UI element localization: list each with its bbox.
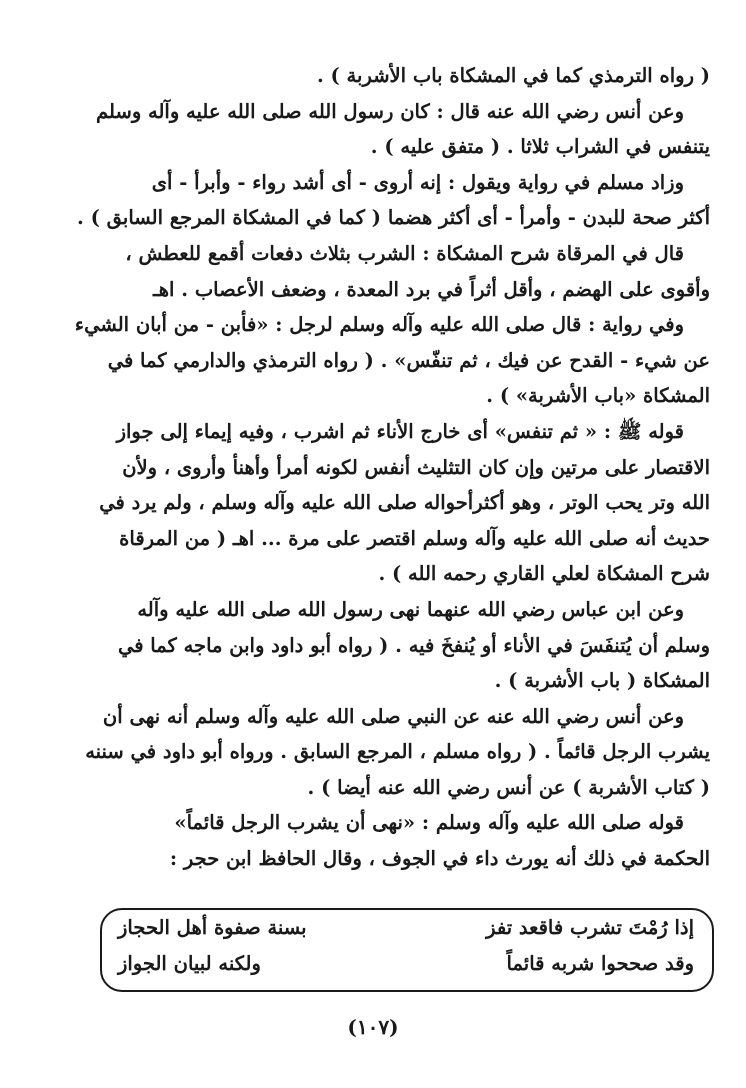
poem-verse-1	[118, 916, 694, 950]
text-line-13: الله وتر يحب الوتر ، وهو أكثرأحواله صلى الله عليه وآله وسلم ، ولم يرد في	[99, 491, 710, 515]
text-line-3: يتنفس في الشراب ثلاثا . ( متفق عليه ) .	[370, 135, 710, 159]
text-line-9: عن شيء - القدح عن فيك ، ثم تنفّس» . ( رواه الترمذي والدارمي كما في	[107, 348, 710, 372]
verse-2-second-hemistich: ولكنه لبيان الجواز	[118, 952, 261, 975]
text-line-23: الحكمة في ذلك أنه يورث داء في الجوف ، وقال الحافظ ابن حجر :	[169, 847, 710, 871]
poem-frame	[100, 908, 714, 992]
text-line-11: قوله ﷺ : « ثم تنفس» أى خارج الأناء ثم اشرب ، وفيه إيماء إلى جواز	[116, 419, 684, 443]
text-line-7: وأقوى على الهضم ، وأقل أثراً في برد المعدة ، وضعف الأعصاب . اهـ	[153, 277, 710, 301]
verse-1-second-hemistich: بسنة صفوة أهل الحجاز	[118, 916, 307, 939]
text-line-12: الاقتصار على مرتين وإن كان التثليث أنفس لكونه أمرأ وأهنأ وأروى ، ولأن	[122, 455, 710, 479]
page-number: (١٠٧)	[347, 1015, 399, 1039]
text-line-14: حديث أنه صلى الله عليه وآله وسلم اقتصر على مرة ... اهـ ( من المرقاة	[119, 526, 710, 550]
text-line-2: وعن أنس رضي الله عنه قال : كان رسول الله صلى الله عليه وآله وسلم	[96, 99, 684, 123]
text-line-17: وسلم أن يُتنفَسَ في الأناء أو يُنفخَ فيه . ( رواه أبو داود وابن ماجه كما في	[117, 633, 710, 657]
text-line-21: ( كتاب الأشربة ) عن أنس رضي الله عنه أيضا ) .	[307, 775, 710, 799]
text-line-8: وفي رواية : قال صلى الله عليه وآله وسلم لرجل : «فأبن - من أبان الشيء	[74, 313, 684, 337]
text-line-15: شرح المشكاة لعلي القاري رحمه الله ) .	[378, 562, 710, 586]
text-line-16: وعن ابن عباس رضي الله عنهما نهى رسول الله صلى الله عليه وآله	[137, 597, 684, 621]
text-line-10: المشكاة «باب الأشربة» ) .	[486, 384, 710, 408]
verse-2-first-hemistich: وقد صححوا شربه قائماً	[506, 952, 694, 975]
body-text	[36, 58, 710, 877]
text-line-18: المشكاة ( باب الأشربة ) .	[494, 669, 710, 693]
poem-verse-2	[118, 952, 694, 986]
text-line-20: يشرب الرجل قائماً . ( رواه مسلم ، المرجع السابق . ورواه أبو داود في سننه	[85, 740, 710, 764]
text-line-19: وعن أنس رضي الله عنه عن النبي صلى الله عليه وآله وسلم أنه نهى أن	[102, 704, 684, 728]
text-line-4: وزاد مسلم في رواية ويقول : إنه أروى - أى أشد رواء - وأبرأ - أى	[151, 170, 684, 194]
text-line-1: ( رواه الترمذي كما في المشكاة باب الأشربة ) .	[316, 64, 710, 87]
text-line-6: قال في المرقاة شرح المشكاة : الشرب بثلاث دفعات أقمع للعطش ،	[125, 241, 684, 265]
text-line-5: أكثر صحة للبدن - وأمرأ - أى أكثر هضما ( كما في المشكاة المرجع السابق ) .	[77, 206, 710, 230]
verse-1-first-hemistich: إذا رُمْتَ تشرب فاقعد تفز	[486, 916, 694, 939]
text-line-22: قوله صلى الله عليه وآله وسلم : «نهى أن يشرب الرجل قائماً»	[174, 811, 684, 835]
